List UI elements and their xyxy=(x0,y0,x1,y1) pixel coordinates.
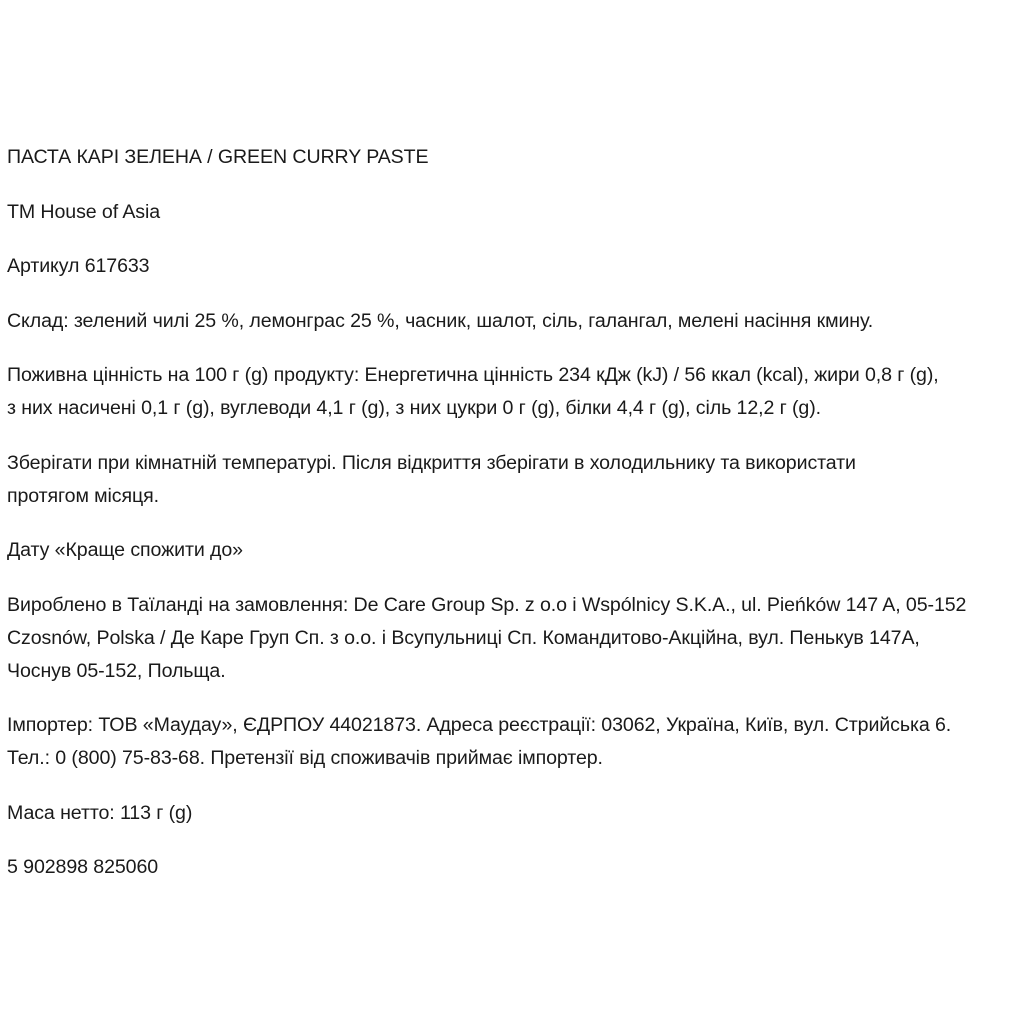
manufacturer-info xyxy=(7,589,1017,688)
importer-line-1: Імпортер: ТОВ «Маудау», ЄДРПОУ 44021873. Адреса реєстрації: 03062, Україна, Київ, вул. Стрийська 6. xyxy=(7,714,952,736)
nutrition-line-1: Поживна цінність на 100 г (g) продукту: Енергетична цінність 234 кДж (kJ) / 56 ккал (kcal), жири 0,8 г (g), xyxy=(7,364,939,386)
barcode-number: 5 902898 825060 xyxy=(7,856,159,878)
storage-line-1: Зберігати при кімнатній температурі. Після відкриття зберігати в холодильнику та використати xyxy=(7,451,856,474)
best-before: Дату «Краще спожити до» xyxy=(7,539,243,561)
ingredients: Склад: зелений чилі 25 %, лемонграс 25 %, часник, шалот, сіль, галангал, мелені насіння кмину. xyxy=(7,309,874,332)
article-number: Артикул 617633 xyxy=(7,255,150,277)
nutrition-facts xyxy=(7,359,1017,425)
net-weight: Маса нетто: 113 г (g) xyxy=(7,801,193,824)
importer-info xyxy=(7,709,1017,775)
storage-line-2: протягом місяця. xyxy=(7,484,159,507)
manufacturer-line-1: Вироблено в Таїланді на замовлення: De Care Group Sp. z o.o i Wspólnicy S.K.A., ul. Pieńków 147 A, 05-152 xyxy=(7,593,967,616)
manufacturer-line-3: Чоснув 05-152, Польща. xyxy=(7,659,226,682)
nutrition-line-2: з них насичені 0,1 г (g), вуглеводи 4,1 г (g), з них цукри 0 г (g), білки 4,4 г (g), сіль 12,2 г (g). xyxy=(7,397,821,419)
trademark: TM House of Asia xyxy=(7,200,161,223)
importer-line-2: Тел.: 0 (800) 75-83-68. Претензії від споживачів приймає імпортер. xyxy=(7,747,603,769)
manufacturer-line-2: Czosnów, Polska / Де Каре Груп Сп. з о.о. і Всупульниці Сп. Командитово-Акційна, вул. Пенькув 147А, xyxy=(7,626,920,649)
storage-instructions xyxy=(7,447,1017,513)
product-title: ПАСТА КАРІ ЗЕЛЕНА / GREEN CURRY PASTE xyxy=(7,146,429,168)
product-label-text xyxy=(7,141,1017,906)
